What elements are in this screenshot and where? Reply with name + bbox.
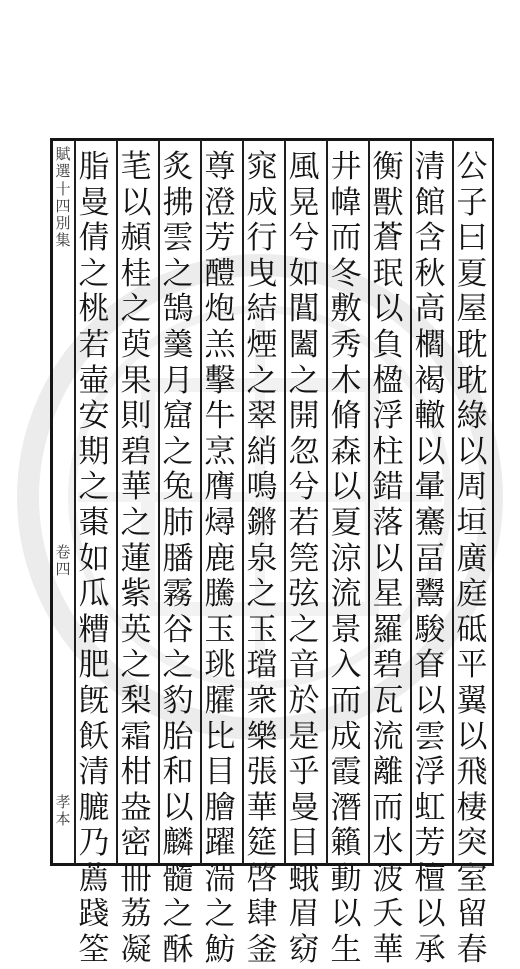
spine-section: 卷四 [55,543,71,579]
text-column-10: 脂曼倩之桃若壷安期之棗如瓜糟肥旣飫清膔乃薦踐筌 [78,149,110,969]
spine-tag: 孝本 [55,793,71,829]
text-column-4: 井幃而冬敷秀木脩森以夏涼流景入而成霞潛籟動以生 [330,149,362,969]
text-column-8: 炙拂雲之鵠羹月窟之兔肺膰霧谷之豹胎和以麟髓之酥 [162,149,194,969]
text-column-3: 衡獸蒼珉以負楹浮柱錯落以星羅碧瓦流離而水波夭華 [372,149,404,969]
text-column-7: 尊澄芳醴炮羔擊牛烹膺燖鹿騰玉珧臛比目膾躍湍之魴 [204,149,236,969]
text-column-1: 公子曰夏屋耽耽綠以周垣廣庭砥平翼以飛棲突室留春 [456,149,488,969]
text-column-6: 窕成行曳結煙之翠綃鳴鏘泉之玉璫衆樂張華筵啓肆釜 [246,149,278,969]
text-column-9: 芼以頳桂之萸果則碧華之蓮紫英之梨霜柑盎密冊荔凝 [120,149,152,969]
text-column-5: 風晃兮如閶闔之開忽兮若筦弦之音於是乎曼目蛾眉窈 [288,149,320,969]
spine-title: 賦選十四別集 [55,145,71,250]
text-column-2: 清館含秋高櫩褐轍以暈騫畐鬻駿眘以雲浮虹芳檀以承 [414,149,446,969]
